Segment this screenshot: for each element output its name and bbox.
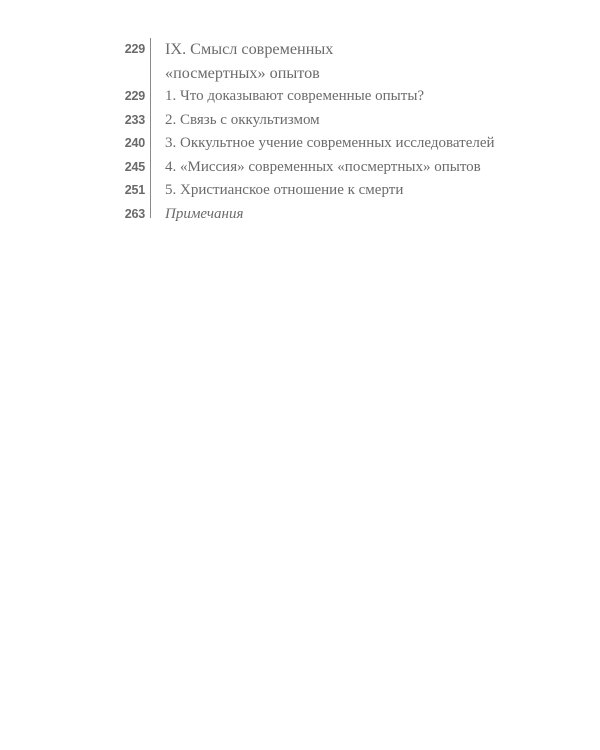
entry-page-number: 245 <box>124 159 145 174</box>
entry-page-number: 233 <box>124 112 145 127</box>
chapter-title-line-2: «посмертных» опытов <box>165 63 320 82</box>
chapter-page-number: 229 <box>124 42 145 56</box>
entry-title: 5. Христианское отношение к смерти <box>165 182 404 198</box>
chapter-title-line-1: IX. Смысл современных <box>165 40 334 58</box>
table-of-contents <box>118 38 495 226</box>
entry-title: 4. «Миссия» современных «посмертных» опытов <box>165 158 481 175</box>
toc-entry-row <box>118 156 495 180</box>
entry-page-number: 251 <box>124 183 145 197</box>
entry-title: 1. Что доказывают современные опыты? <box>165 88 425 104</box>
toc-notes-row <box>118 203 495 227</box>
toc-entry-row <box>118 85 495 109</box>
entry-page-number: 240 <box>124 136 145 150</box>
toc-entry-row <box>118 179 495 203</box>
toc-chapter-row <box>118 38 495 85</box>
entry-title: 3. Оккультное учение современных исследователей <box>165 135 495 151</box>
chapter-title <box>165 38 333 85</box>
notes-page-number: 263 <box>124 206 145 221</box>
entry-page-number: 229 <box>124 89 145 103</box>
toc-entry-row <box>118 109 495 133</box>
entry-title: 2. Связь с оккультизмом <box>165 111 320 128</box>
toc-entry-row <box>118 132 495 156</box>
notes-title: Примечания <box>165 205 244 222</box>
